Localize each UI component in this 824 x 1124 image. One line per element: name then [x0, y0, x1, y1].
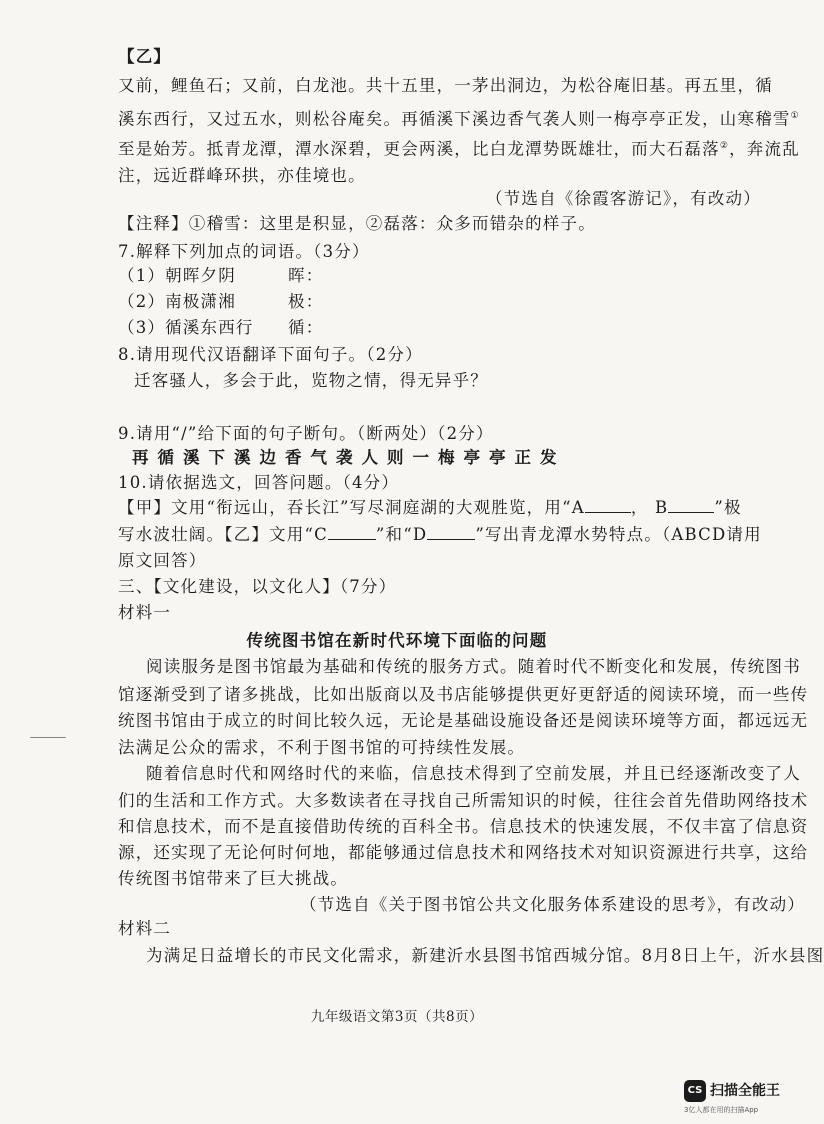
q9-title: 9.请用“/”给下面的句子断句。（断两处）（2分） — [118, 424, 494, 443]
q9-sentence: 再循溪下溪边香气袭人则一梅亭亭正发 — [132, 448, 566, 467]
passage-yi-line-4: 注，远近群峰环拱，亦佳境也。 — [118, 166, 366, 185]
material-2-label: 材料二 — [118, 919, 172, 938]
material-1-p2-line-2: 们的生活和工作方式。大多数读者在寻找自己所需知识的时候，往往会首先借助网络技术 — [118, 791, 809, 810]
q10-line-3: 原文回答） — [118, 551, 207, 570]
material-1-label: 材料一 — [118, 603, 172, 622]
brand-tagline: 3亿人都在用的扫描App — [684, 1106, 759, 1114]
q7-item-2-phrase: （2）南极潇湘 — [118, 292, 236, 311]
material-1-p2-line-5: 传统图书馆带来了巨大挑战。 — [118, 869, 349, 888]
material-1-p2-line-4: 源，还实现了无论何时何地，都能够通过信息技术和网络技术对知识资源进行共享，这给 — [118, 843, 809, 862]
answer-blank-c[interactable] — [328, 525, 376, 540]
passage-yi-line-1: 又前，鲤鱼石；又前，白龙池。共十五里，一茅出洞边，为松谷庵旧基。再五里，循 — [118, 76, 773, 95]
footnote-mark-2: ② — [719, 141, 730, 151]
camscanner-logo-icon: CS — [684, 1080, 706, 1102]
material-1-title: 传统图书馆在新时代环境下面临的问题 — [246, 631, 548, 650]
q10-line-1: 【甲】文用“衔远山，吞长江”写尽洞庭湖的大观胜览，用“A ， B ”极 — [118, 498, 742, 517]
q7-item-1-phrase: （1）朝晖夕阴 — [118, 266, 236, 285]
material-1-p1-line-1: 阅读服务是图书馆最为基础和传统的服务方式。随着时代不断变化和发展，传统图书 — [146, 657, 801, 676]
q8-sentence: 迁客骚人，多会于此，览物之情，得无异乎？ — [134, 371, 488, 390]
material-2-first-line: 为满足日益增长的市民文化需求，新建沂水县图书馆西城分馆。8月8日上午，沂水县图 — [146, 946, 824, 965]
q7-title: 7.解释下列加点的词语。（3分） — [118, 242, 370, 261]
material-1-p1-line-2: 馆逐渐受到了诸多挑战，比如出版商以及书店能够提供更好更舒适的阅读环境，而一些传 — [118, 685, 809, 704]
answer-blank-a[interactable] — [585, 498, 631, 513]
passage-yi-source: （节选自《徐霞客游记》，有改动） — [486, 189, 761, 208]
q7-item-2-char: 极： — [288, 292, 324, 311]
section3-title: 三、【文化建设，以文化人】（7分） — [118, 577, 397, 596]
passage-yi-line-2: 溪东西行，又过五水，则松谷庵矣。再循溪下溪边香气袭人则一梅亭亭正发，山寒稽雪① — [118, 109, 800, 129]
footnote-mark-1: ① — [790, 111, 800, 121]
material-1-p2-line-1: 随着信息时代和网络时代的来临，信息技术得到了空前发展，并且已经逐渐改变了人 — [146, 764, 801, 783]
passage-yi-line-3: 至是始芳。抵青龙潭，潭水深碧，更会两溪，比白龙潭势既雄壮，而大石磊落②，奔流乱 — [118, 139, 800, 159]
q7-item-1-char: 晖： — [288, 266, 324, 285]
q8-title: 8.请用现代汉语翻译下面句子。（2分） — [118, 345, 423, 364]
answer-blank-b[interactable] — [668, 498, 714, 513]
material-1-p2-line-3: 和信息技术，而不是直接借助传统的百科全书。信息技术的快速发展，不仅丰富了信息资 — [118, 817, 809, 836]
material-1-p1-line-4: 法满足公众的需求，不利于图书馆的可持续性发展。 — [118, 738, 526, 757]
page-footer: 九年级语文第3页（共8页） — [310, 1009, 484, 1025]
brand-name: 扫描全能王 — [710, 1083, 780, 1099]
q10-title: 10.请依据选文，回答问题。（4分） — [118, 473, 400, 492]
q7-item-3-phrase: （3）循溪东西行 — [118, 318, 254, 337]
scan-artifact — [30, 737, 66, 738]
passage-yi-note: 【注释】①稽雪：这里是积显，②磊落：众多而错杂的样子。 — [118, 214, 596, 233]
passage-yi-label: 【乙】 — [118, 47, 172, 66]
material-1-source: （节选自《关于图书馆公共文化服务体系建设的思考》，有改动） — [300, 895, 806, 914]
q10-line-2: 写水波壮阔。【乙】文用“C ”和“D ”写出青龙潭水势特点。（ABCD请用 — [118, 525, 762, 544]
material-1-p1-line-3: 统图书馆由于成立的时间比较久远，无论是基础设施设备还是阅读环境等方面，都远远无 — [118, 711, 809, 730]
answer-blank-d[interactable] — [427, 525, 475, 540]
q7-item-3-char: 循： — [288, 318, 324, 337]
